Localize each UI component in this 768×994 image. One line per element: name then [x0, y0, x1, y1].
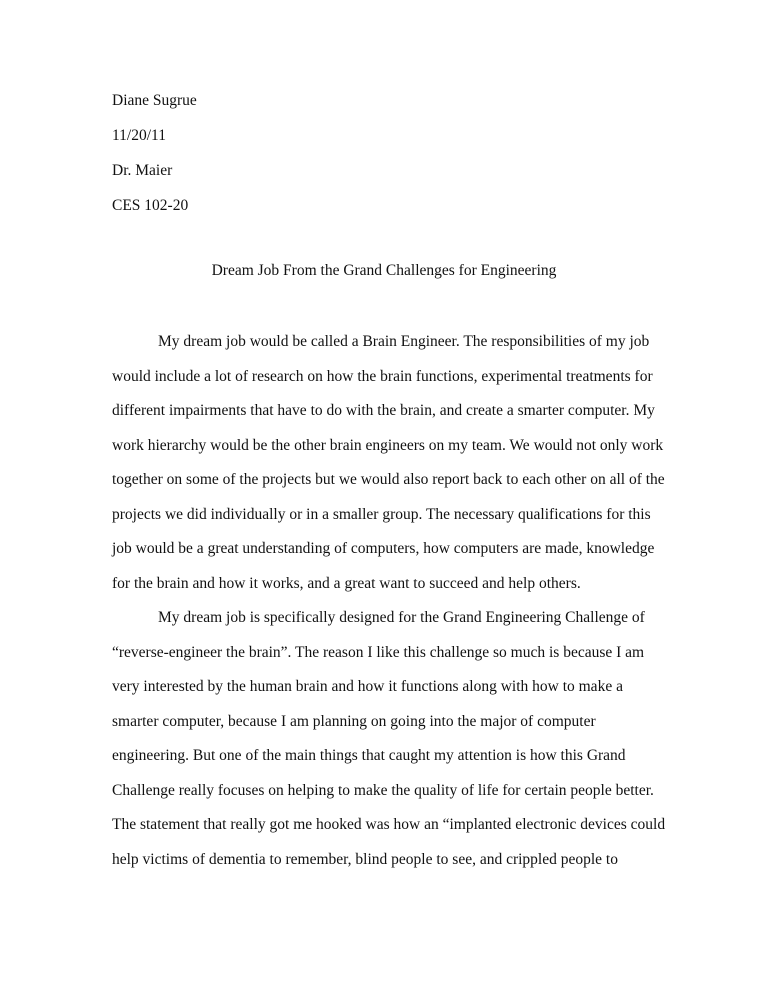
paragraph-line: The statement that really got me hooked was how an “implanted electronic devices could — [112, 816, 666, 833]
paragraph-line: work hierarchy would be the other brain engineers on my team. We would not only work — [112, 437, 664, 454]
paragraph-line: job would be a great understanding of computers, how computers are made, knowledge — [112, 540, 655, 557]
paragraph-line: smarter computer, because I am planning on going into the major of computer — [112, 713, 596, 730]
paragraph-line: Challenge really focuses on helping to make the quality of life for certain people better. — [112, 782, 654, 799]
paragraph-line: help victims of dementia to remember, blind people to see, and crippled people to — [112, 851, 618, 868]
document-date: 11/20/11 — [112, 127, 166, 144]
course-code: CES 102-20 — [112, 197, 189, 214]
instructor-name: Dr. Maier — [112, 162, 173, 179]
paragraph-line: for the brain and how it works, and a great want to succeed and help others. — [112, 575, 581, 592]
paragraph-line: My dream job would be called a Brain Engineer. The responsibilities of my job — [158, 333, 650, 350]
paragraph-line: engineering. But one of the main things that caught my attention is how this Grand — [112, 747, 626, 764]
paragraph-line: projects we did individually or in a smaller group. The necessary qualifications for this — [112, 506, 651, 523]
author-name: Diane Sugrue — [112, 92, 197, 109]
paragraph-line: would include a lot of research on how the brain functions, experimental treatments for — [112, 368, 653, 385]
paragraph-line: My dream job is specifically designed for the Grand Engineering Challenge of — [158, 609, 645, 626]
paragraph-line: “reverse-engineer the brain”. The reason I like this challenge so much is because I am — [112, 644, 645, 661]
paragraph-line: together on some of the projects but we would also report back to each other on all of the — [112, 471, 665, 488]
paragraph-line: very interested by the human brain and how it functions along with how to make a — [112, 678, 623, 695]
essay-title: Dream Job From the Grand Challenges for Engineering — [211, 262, 557, 279]
paragraph-line: different impairments that have to do with the brain, and create a smarter computer. My — [112, 402, 655, 419]
